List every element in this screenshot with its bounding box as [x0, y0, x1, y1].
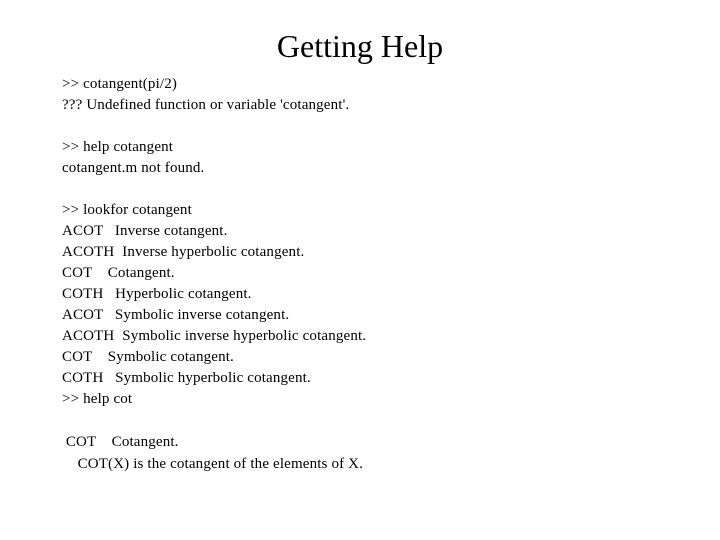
output-line: COT(X) is the cotangent of the elements of X.: [62, 456, 364, 472]
command-line: >> help cotangent: [62, 139, 174, 155]
output-line: COT Cotangent.: [62, 265, 175, 281]
slide-title: Getting Help: [276, 28, 444, 64]
output-line: ACOT Symbolic inverse cotangent.: [62, 307, 290, 323]
output-line: ACOTH Symbolic inverse hyperbolic cotangent.: [62, 328, 367, 344]
output-line: ACOT Inverse cotangent.: [62, 223, 228, 239]
output-line: ACOTH Inverse hyperbolic cotangent.: [62, 244, 305, 260]
output-line: cotangent.m not found.: [62, 160, 205, 176]
output-line: COT Symbolic cotangent.: [62, 349, 234, 365]
error-line: ??? Undefined function or variable 'cotangent'.: [62, 97, 350, 113]
command-line: >> cotangent(pi/2): [62, 76, 178, 92]
output-line: COTH Symbolic hyperbolic cotangent.: [62, 370, 311, 386]
output-line: COTH Hyperbolic cotangent.: [62, 286, 252, 302]
command-line: >> lookfor cotangent: [62, 202, 192, 218]
command-line: >> help cot: [62, 391, 133, 407]
output-line: COT Cotangent.: [62, 434, 179, 450]
